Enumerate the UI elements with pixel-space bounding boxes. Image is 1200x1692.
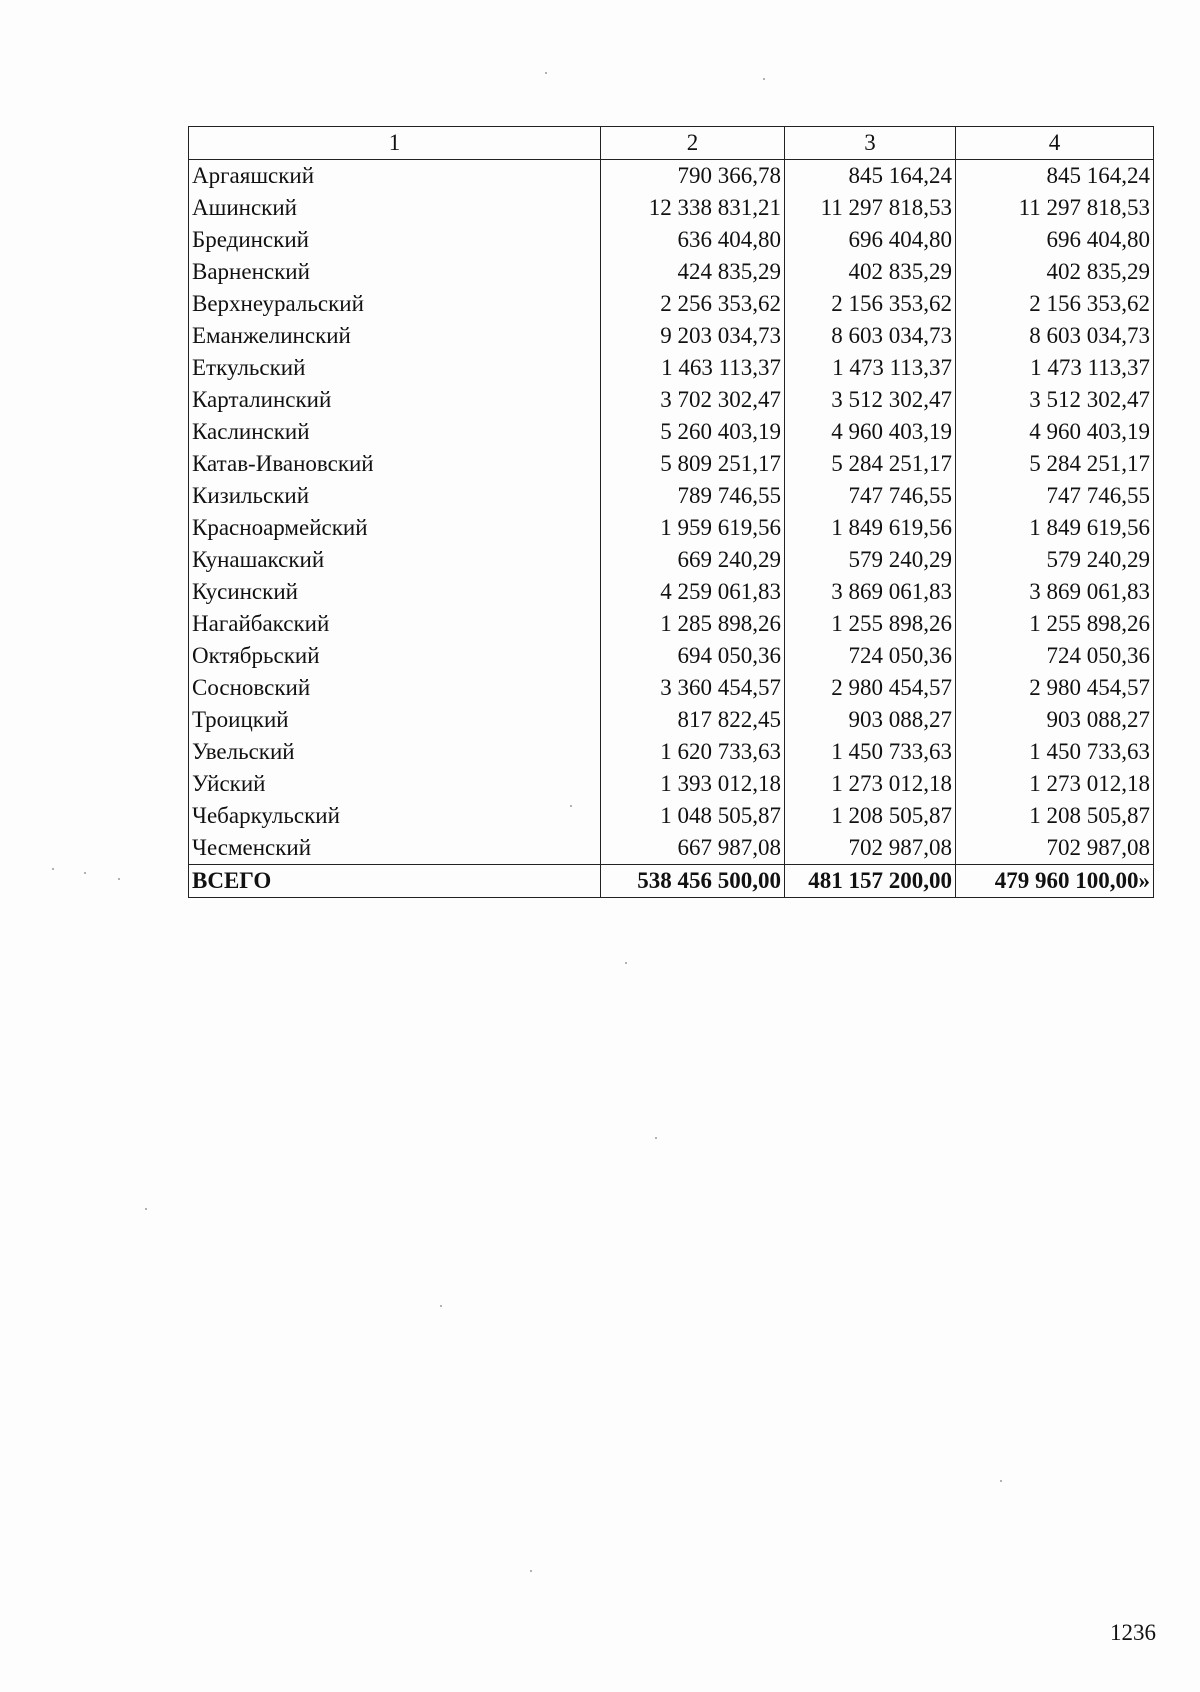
district-name: Аргаяшский: [189, 160, 601, 193]
value-col-2: 1 285 898,26: [601, 608, 785, 640]
table-row: [189, 544, 1154, 576]
header-col-4: 4: [956, 127, 1154, 160]
value-col-3: 3 512 302,47: [785, 384, 956, 416]
district-name: Карталинский: [189, 384, 601, 416]
value-col-4: 696 404,80: [956, 224, 1154, 256]
scan-speck: [440, 1305, 442, 1307]
table-row: [189, 384, 1154, 416]
table-row: [189, 768, 1154, 800]
district-name: Чебаркульский: [189, 800, 601, 832]
value-col-3: 5 284 251,17: [785, 448, 956, 480]
value-col-2: 12 338 831,21: [601, 192, 785, 224]
district-name: Верхнеуральский: [189, 288, 601, 320]
value-col-2: 694 050,36: [601, 640, 785, 672]
scan-speck: [530, 1570, 532, 1572]
scan-speck: [655, 1137, 657, 1139]
district-name: Еткульский: [189, 352, 601, 384]
district-name: Катав-Ивановский: [189, 448, 601, 480]
total-row: [189, 865, 1154, 898]
budget-table: [188, 126, 1154, 898]
scan-speck: [52, 868, 54, 870]
table-row: [189, 192, 1154, 224]
value-col-2: 5 809 251,17: [601, 448, 785, 480]
scan-speck: [1000, 1480, 1002, 1482]
header-col-2: 2: [601, 127, 785, 160]
value-col-4: 4 960 403,19: [956, 416, 1154, 448]
value-col-4: 1 255 898,26: [956, 608, 1154, 640]
value-col-3: 1 450 733,63: [785, 736, 956, 768]
table-row: [189, 256, 1154, 288]
scan-speck: [625, 962, 627, 964]
value-col-2: 3 360 454,57: [601, 672, 785, 704]
header-col-1: 1: [189, 127, 601, 160]
value-col-3: 11 297 818,53: [785, 192, 956, 224]
value-col-4: 8 603 034,73: [956, 320, 1154, 352]
page-number: 1236: [1110, 1620, 1156, 1645]
value-col-4: 11 297 818,53: [956, 192, 1154, 224]
value-col-3: 903 088,27: [785, 704, 956, 736]
value-col-3: 1 255 898,26: [785, 608, 956, 640]
value-col-3: 1 273 012,18: [785, 768, 956, 800]
scan-speck: [545, 72, 547, 74]
value-col-2: 5 260 403,19: [601, 416, 785, 448]
value-col-3: 4 960 403,19: [785, 416, 956, 448]
value-col-4: 1 450 733,63: [956, 736, 1154, 768]
value-col-2: 669 240,29: [601, 544, 785, 576]
district-name: Увельский: [189, 736, 601, 768]
value-col-4: 3 512 302,47: [956, 384, 1154, 416]
value-col-3: 702 987,08: [785, 832, 956, 865]
district-name: Сосновский: [189, 672, 601, 704]
value-col-2: 1 463 113,37: [601, 352, 785, 384]
value-col-3: 1 208 505,87: [785, 800, 956, 832]
district-name: Октябрьский: [189, 640, 601, 672]
value-col-3: 845 164,24: [785, 160, 956, 193]
value-col-3: 724 050,36: [785, 640, 956, 672]
table-row: [189, 512, 1154, 544]
value-col-3: 1 473 113,37: [785, 352, 956, 384]
value-col-3: 1 849 619,56: [785, 512, 956, 544]
table-row: [189, 288, 1154, 320]
value-col-4: 903 088,27: [956, 704, 1154, 736]
value-col-2: 789 746,55: [601, 480, 785, 512]
district-name: Ашинский: [189, 192, 601, 224]
value-col-4: 845 164,24: [956, 160, 1154, 193]
district-name: Троицкий: [189, 704, 601, 736]
table-row: [189, 832, 1154, 865]
table-row: [189, 640, 1154, 672]
value-col-4: 1 849 619,56: [956, 512, 1154, 544]
district-name: Брединский: [189, 224, 601, 256]
value-col-3: 3 869 061,83: [785, 576, 956, 608]
table-row: [189, 160, 1154, 193]
value-col-4: 2 980 454,57: [956, 672, 1154, 704]
table-row: [189, 448, 1154, 480]
table-row: [189, 800, 1154, 832]
scan-speck: [145, 1208, 147, 1210]
scan-speck: [570, 805, 572, 807]
value-col-3: 8 603 034,73: [785, 320, 956, 352]
table-row: [189, 224, 1154, 256]
value-col-2: 424 835,29: [601, 256, 785, 288]
value-col-4: 3 869 061,83: [956, 576, 1154, 608]
table-body: [189, 160, 1154, 865]
district-name: Нагайбакский: [189, 608, 601, 640]
value-col-4: 724 050,36: [956, 640, 1154, 672]
header-col-3: 3: [785, 127, 956, 160]
district-name: Еманжелинский: [189, 320, 601, 352]
table-row: [189, 480, 1154, 512]
district-name: Кусинский: [189, 576, 601, 608]
value-col-4: 5 284 251,17: [956, 448, 1154, 480]
district-name: Кунашакский: [189, 544, 601, 576]
value-col-3: 2 980 454,57: [785, 672, 956, 704]
value-col-2: 636 404,80: [601, 224, 785, 256]
total-value-4: 479 960 100,00»: [956, 865, 1154, 898]
value-col-4: 1 208 505,87: [956, 800, 1154, 832]
scan-speck: [118, 878, 120, 880]
header-row: [189, 127, 1154, 160]
table-row: [189, 672, 1154, 704]
value-col-3: 747 746,55: [785, 480, 956, 512]
value-col-2: 790 366,78: [601, 160, 785, 193]
value-col-2: 4 259 061,83: [601, 576, 785, 608]
value-col-4: 579 240,29: [956, 544, 1154, 576]
value-col-2: 2 256 353,62: [601, 288, 785, 320]
table-row: [189, 704, 1154, 736]
district-name: Уйский: [189, 768, 601, 800]
value-col-2: 1 959 619,56: [601, 512, 785, 544]
value-col-2: 1 048 505,87: [601, 800, 785, 832]
district-name: Каслинский: [189, 416, 601, 448]
value-col-2: 9 203 034,73: [601, 320, 785, 352]
scan-speck: [763, 78, 765, 80]
value-col-4: 1 273 012,18: [956, 768, 1154, 800]
value-col-2: 1 620 733,63: [601, 736, 785, 768]
district-name: Чесменский: [189, 832, 601, 865]
district-name: Варненский: [189, 256, 601, 288]
total-value-3: 481 157 200,00: [785, 865, 956, 898]
value-col-2: 667 987,08: [601, 832, 785, 865]
value-col-2: 3 702 302,47: [601, 384, 785, 416]
value-col-3: 2 156 353,62: [785, 288, 956, 320]
district-name: Кизильский: [189, 480, 601, 512]
table-row: [189, 416, 1154, 448]
district-name: Красноармейский: [189, 512, 601, 544]
scan-speck: [84, 872, 86, 874]
value-col-4: 702 987,08: [956, 832, 1154, 865]
total-value-2: 538 456 500,00: [601, 865, 785, 898]
value-col-2: 1 393 012,18: [601, 768, 785, 800]
total-label: ВСЕГО: [189, 865, 601, 898]
table-row: [189, 576, 1154, 608]
value-col-4: 1 473 113,37: [956, 352, 1154, 384]
table-row: [189, 736, 1154, 768]
value-col-3: 696 404,80: [785, 224, 956, 256]
value-col-3: 402 835,29: [785, 256, 956, 288]
value-col-4: 747 746,55: [956, 480, 1154, 512]
table-row: [189, 352, 1154, 384]
value-col-4: 402 835,29: [956, 256, 1154, 288]
value-col-2: 817 822,45: [601, 704, 785, 736]
value-col-4: 2 156 353,62: [956, 288, 1154, 320]
table-row: [189, 320, 1154, 352]
table-row: [189, 608, 1154, 640]
value-col-3: 579 240,29: [785, 544, 956, 576]
